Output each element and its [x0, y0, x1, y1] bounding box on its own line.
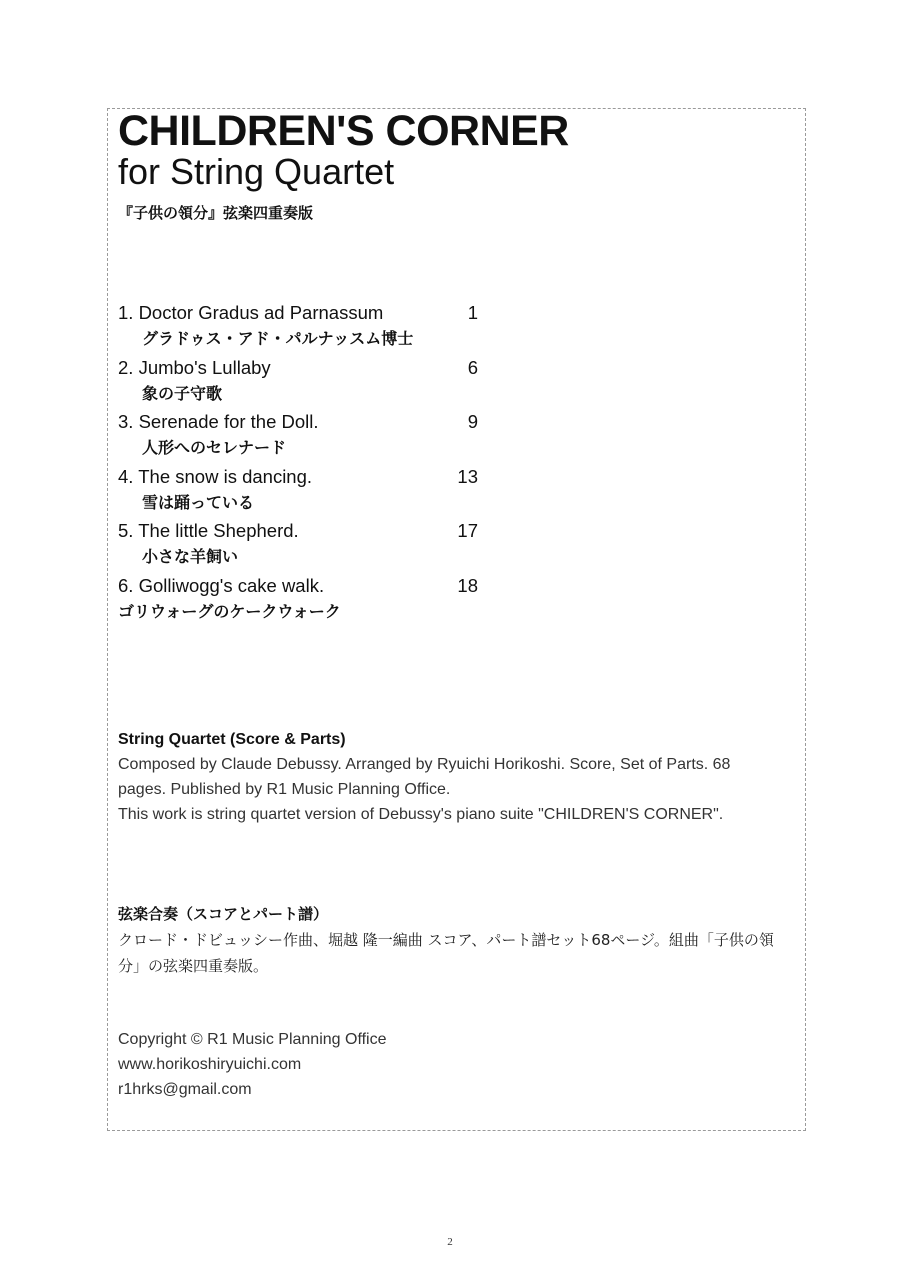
- toc-entry-japanese-title: 象の子守歌: [142, 383, 223, 403]
- description-body-2: This work is string quartet version of Debussy's piano suite "CHILDREN'S CORNER".: [118, 806, 724, 823]
- toc-entry-title: 4. The snow is dancing.: [118, 465, 313, 487]
- japanese-description-heading: 弦楽合奏（スコアとパート譜）: [118, 905, 329, 923]
- toc-entry-page: 18: [457, 574, 478, 596]
- email-link[interactable]: r1hrks@gmail.com: [118, 1081, 252, 1098]
- description-body: Composed by Claude Debussy. Arranged by Ryuichi Horikoshi. Score, Set of Parts. 68 pages. Published by R1 Music Planning Office.: [118, 756, 731, 798]
- contact-info: [118, 1027, 387, 1102]
- toc-entry-japanese-title: 人形へのセレナード: [142, 438, 287, 458]
- toc-entry-page: 17: [457, 520, 478, 542]
- toc-entry: [118, 518, 498, 573]
- document-subtitle: for String Quartet: [118, 151, 395, 192]
- toc-entry-page: 9: [467, 411, 478, 433]
- japanese-description: [118, 902, 778, 979]
- toc-entry-title: 6. Golliwogg's cake walk.: [118, 574, 325, 596]
- toc-entry-japanese-title: 雪は踊っている: [142, 492, 255, 512]
- table-of-contents: [118, 300, 498, 628]
- toc-entry-page: 6: [467, 356, 478, 378]
- toc-entry: [118, 573, 498, 628]
- toc-entry-title: 5. The little Shepherd.: [118, 520, 299, 542]
- english-description: [118, 727, 778, 827]
- toc-entry-title: 3. Serenade for the Doll.: [118, 411, 319, 433]
- toc-entry-title: 2. Jumbo's Lullaby: [118, 356, 271, 378]
- copyright-line: Copyright © R1 Music Planning Office: [118, 1031, 387, 1048]
- toc-entry-page: 1: [467, 302, 478, 323]
- toc-entry-japanese-title: ゴリウォーグのケークウォーク: [118, 601, 341, 621]
- toc-entry-japanese-title: 小さな羊飼い: [142, 547, 239, 567]
- toc-entry-title: 1. Doctor Gradus ad Parnassum: [118, 302, 384, 323]
- toc-entry: [118, 409, 498, 464]
- toc-entry-japanese-title: グラドゥス・アド・パルナッスム博士: [142, 329, 414, 348]
- toc-entry: [118, 464, 498, 519]
- japanese-title: 『子供の領分』弦楽四重奏版: [118, 204, 314, 222]
- page-number: 2: [447, 1236, 453, 1248]
- description-heading: String Quartet (Score & Parts): [118, 731, 346, 748]
- japanese-description-body: クロード・ドビュッシー作曲、堀越 隆一編曲 スコア、パート譜セット68ページ。組曲「子供の領分」の弦楽四重奏版。: [118, 931, 774, 975]
- website-link[interactable]: www.horikoshiryuichi.com: [118, 1056, 302, 1073]
- toc-entry: [118, 300, 498, 355]
- toc-entry: [118, 355, 498, 410]
- document-title: CHILDREN'S CORNER: [118, 107, 569, 155]
- toc-entry-page: 13: [457, 465, 478, 487]
